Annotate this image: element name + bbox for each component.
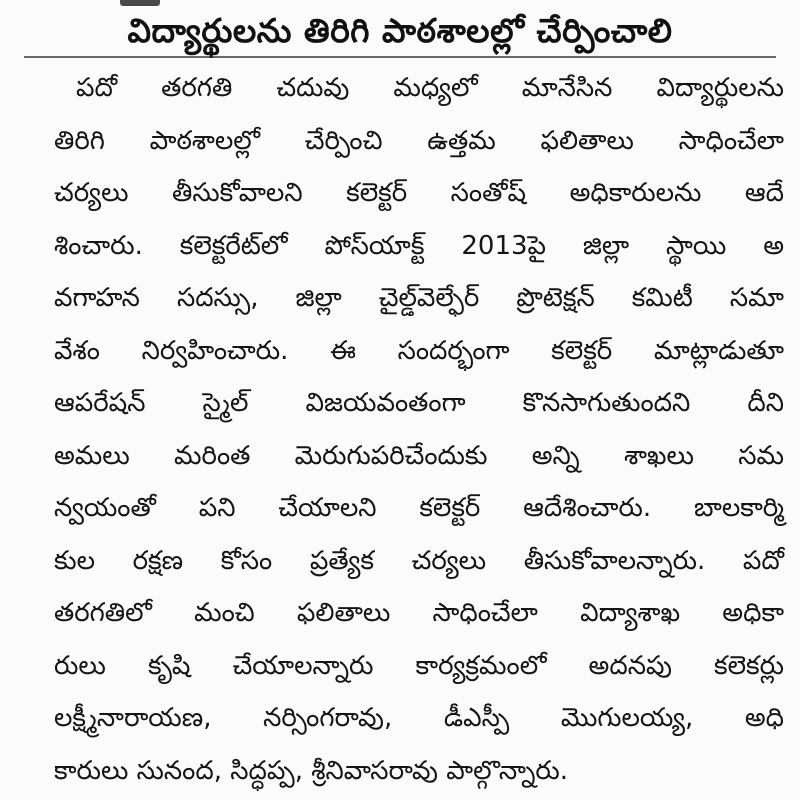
body-line: వగాహన సదస్సు, జిల్లా చైల్డ్‌వెల్ఫేర్ ప్రొటెక్షన్ కమిటీ సమా	[54, 283, 784, 313]
body-line: తరగతిలో మంచి ఫలితాలు సాధించేలా విద్యాశాఖ అధికా	[54, 598, 784, 628]
body-line: శించారు. కలెక్టరేట్‌లో పోస్‌యాక్ట్ 2013పై జిల్లా స్థాయి అ	[54, 230, 784, 261]
body-line: కారులు సునంద, సిద్ధప్ప, శ్రీనివాసరావు పాల్గొన్నారు.	[54, 755, 569, 786]
body-line: న్వయంతో పని చేయాలని కలెక్టర్ ఆదేశించారు. బాలకార్మి	[54, 493, 784, 523]
article-headline: విద్యార్థులను తిరిగి పాఠశాలల్లో చేర్పించాలి	[127, 11, 673, 50]
body-line: అమలు మరింత మెరుగుపరిచేందుకు అన్ని శాఖలు సమ	[54, 440, 784, 471]
body-line: తిరిగి పాఠశాలల్లో చేర్పించి ఉత్తమ ఫలితాలు సాధించేలా	[54, 125, 784, 156]
cropped-text-fragment	[120, 0, 160, 6]
body-line: వేశం నిర్వహించారు. ఈ సందర్భంగా కలెక్టర్ మాట్లాడుతూ	[54, 335, 784, 366]
body-line: లక్ష్మీనారాయణ, నర్సింగరావు, డీఎస్పీ మొగులయ్య, అధి	[54, 703, 784, 733]
body-line: కుల రక్షణ కోసం ప్రత్యేక చర్యలు తీసుకోవాలన్నారు. పదో	[54, 545, 784, 576]
body-line: ఆపరేషన్ స్మైల్ విజయవంతంగా కొనసాగుతుందని దీని	[54, 388, 784, 418]
body-line: రులు కృషి చేయాలన్నారు కార్యక్రమంలో అదనపు కలెకర్లు	[54, 650, 784, 681]
article-body	[54, 62, 784, 797]
headline-rule	[24, 56, 776, 58]
body-line: పదో తరగతి చదువు మధ్యలో మానేసిన విద్యార్థులను	[76, 73, 784, 103]
body-line: చర్యలు తీసుకోవాలని కలెక్టర్ సంతోష్ అధికారులను ఆదే	[54, 178, 784, 208]
